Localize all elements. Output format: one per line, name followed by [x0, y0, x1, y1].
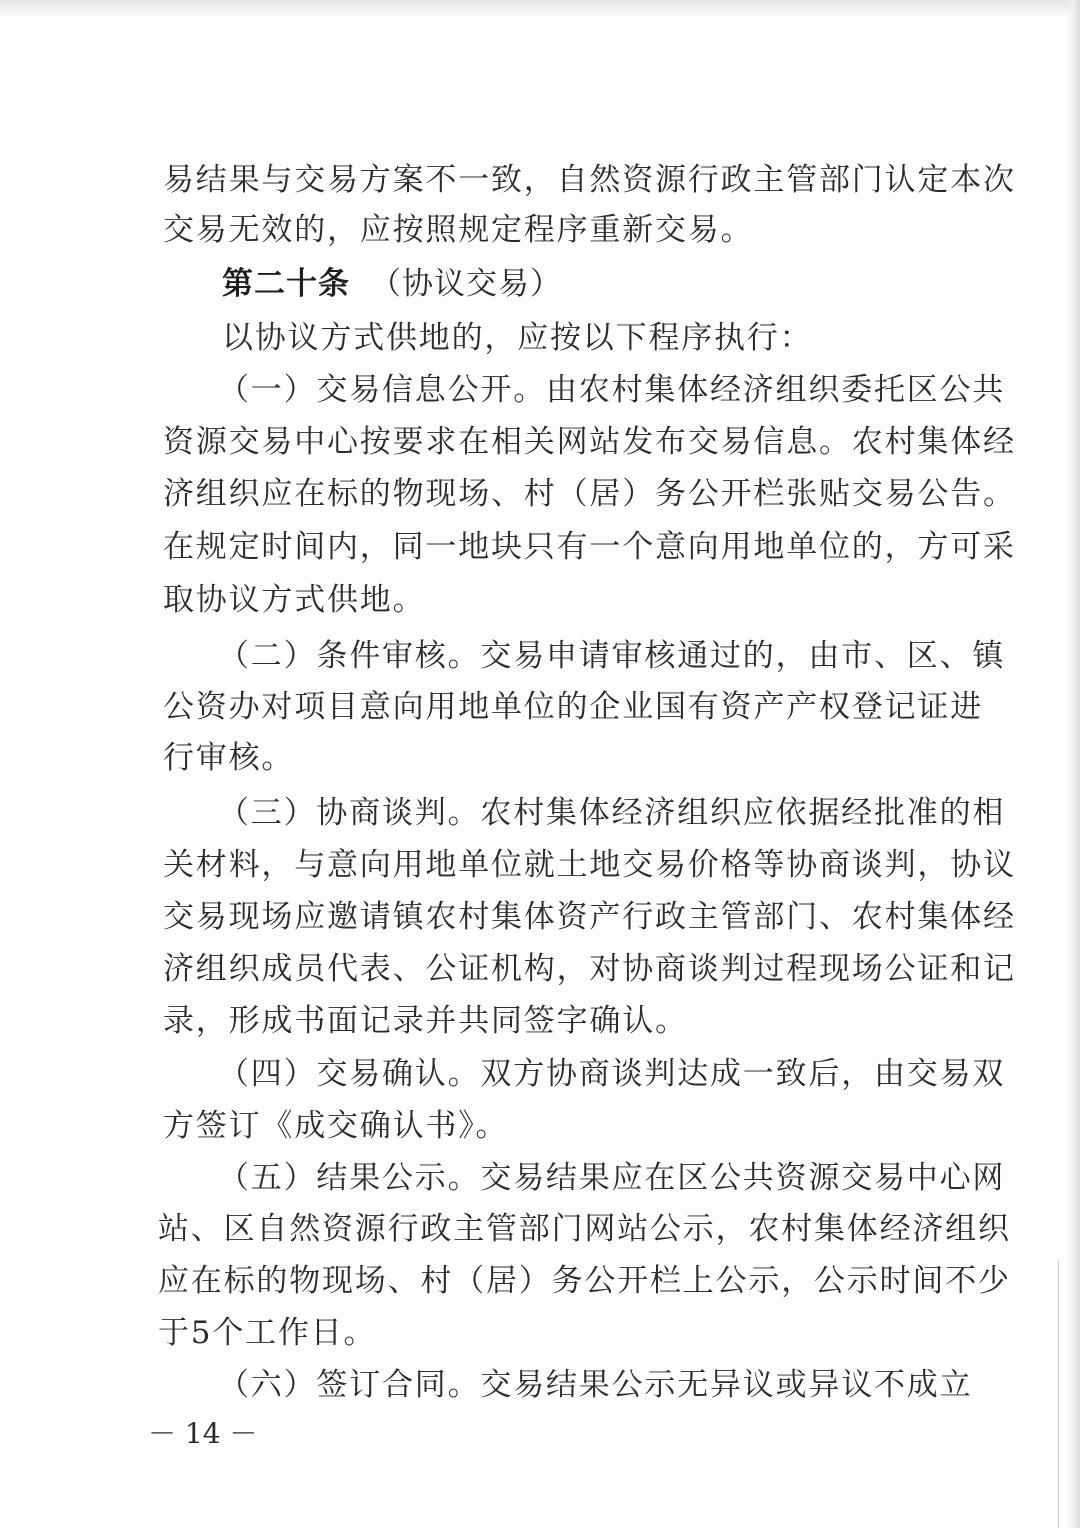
body-line: 录，形成书面记录并共同签字确认。 [163, 1003, 688, 1039]
body-line: 济组织成员代表、公证机构，对协商谈判过程现场公证和记 [163, 951, 1016, 987]
body-line: 站、区自然资源行政主管部门网站公示，农村集体经济组织 [158, 1211, 1011, 1247]
body-line: 公资办对项目意向用地单位的企业国有资产产权登记证进 [163, 689, 983, 725]
article-heading: 第二十条 [222, 266, 350, 302]
body-line: 取协议方式供地。 [163, 582, 426, 618]
body-line: 于5个工作日。 [158, 1315, 377, 1351]
body-line: （三）协商谈判。农村集体经济组织应依据经批准的相 [218, 795, 1006, 831]
body-line: 资源交易中心按要求在相关网站发布交易信息。农村集体经 [163, 424, 1016, 460]
body-line: 关材料，与意向用地单位就土地交易价格等协商谈判，协议 [163, 847, 1016, 883]
body-line: （四）交易确认。双方协商谈判达成一致后，由交易双 [218, 1056, 1006, 1092]
body-line: 以协议方式供地的，应按以下程序执行： [222, 320, 813, 356]
scan-top-shadow [0, 0, 1080, 18]
body-line: （一）交易信息公开。由农村集体经济组织委托区公共 [218, 372, 1006, 408]
scan-right-edge [1066, 0, 1080, 1528]
body-line: 济组织应在标的物现场、村（居）务公开栏张贴交易公告。 [163, 476, 1016, 512]
body-line: 在规定时间内，同一地块只有一个意向用地单位的，方可采 [163, 529, 1016, 565]
body-line: 行审核。 [163, 740, 295, 776]
body-line: （六）签订合同。交易结果公示无异议或异议不成立 [218, 1367, 973, 1403]
scan-edge-line [1058, 1260, 1059, 1528]
body-line: （五）结果公示。交易结果应在区公共资源交易中心网 [218, 1160, 1006, 1196]
body-line: 应在标的物现场、村（居）务公开栏上公示，公示时间不少 [158, 1263, 1011, 1299]
body-line: 交易无效的，应按照规定程序重新交易。 [163, 212, 754, 248]
body-line: （二）条件审核。交易申请审核通过的，由市、区、镇 [218, 638, 1006, 674]
body-line: 易结果与交易方案不一致，自然资源行政主管部门认定本次 [163, 162, 1016, 198]
body-line: 方签订《成交确认书》。 [163, 1108, 509, 1144]
article-subtitle: （协议交易） [370, 266, 562, 302]
page-number: － 14 － [148, 1417, 258, 1450]
body-line: 交易现场应邀请镇农村集体资产行政主管部门、农村集体经 [163, 899, 1016, 935]
